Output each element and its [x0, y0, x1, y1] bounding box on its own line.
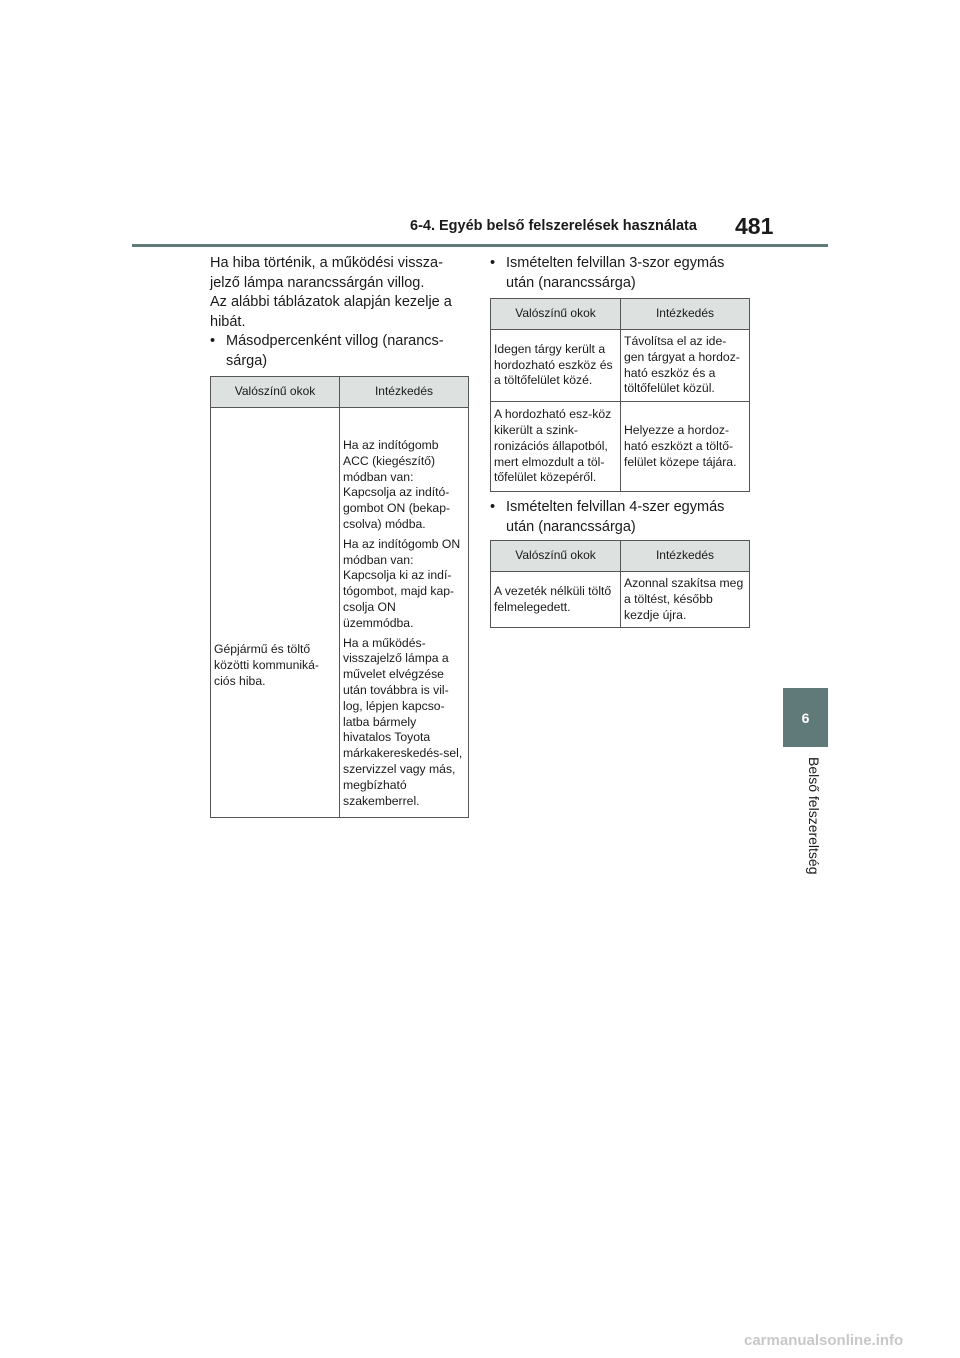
error-table-3x — [490, 298, 750, 492]
intro-paragraph — [210, 254, 472, 371]
cause-cell: Gépjármű és töltő közötti kommuniká-ciós hiba. — [211, 408, 340, 818]
table-row — [491, 572, 750, 628]
table-header-row — [491, 541, 750, 572]
bullet-item — [210, 332, 472, 371]
table-header-row — [211, 377, 469, 408]
action-step: Ha a működés-visszajelző lámpa a művelet elvégzése után továbbra is vil-log, lépjen kapcso-latba bármely hivatalos Toyota márkakereskedés-sel, szervizzel vagy más, megbízható szakemberrel. — [343, 635, 463, 808]
bullet-dot-icon: • — [490, 499, 496, 515]
table-row — [211, 408, 469, 818]
chapter-tab-label: Belső felszereltség — [806, 757, 822, 875]
intro-text-1: Ha hiba történik, a működési vissza-jelző lámpa narancssárgán villog. — [210, 255, 443, 291]
error-table-4x — [490, 540, 750, 628]
action-cell — [340, 408, 469, 818]
watermark: carmanualsonline.info — [744, 1332, 904, 1349]
bullet-text: Ismételten felvillan 3-szor egymás után (narancssárga) — [506, 255, 725, 291]
bullet-text: Ismételten felvillan 4-szer egymás után (narancssárga) — [506, 499, 725, 535]
bullet-dot-icon: • — [210, 333, 216, 349]
header-cause: Valószínű okok — [491, 541, 621, 572]
action-cell: Távolítsa el az ide-gen tárgyat a hordoz-ható eszköz és a töltőfelület közül. — [621, 330, 750, 402]
cause-cell: A hordozható esz-köz kikerült a szink-ronizációs állapotból, mert elmozdult a töl-tőfelület közepéről. — [491, 402, 621, 492]
header-action: Intézkedés — [621, 299, 750, 330]
header-action: Intézkedés — [340, 377, 469, 408]
action-step: Ha az indítógomb ON módban van: Kapcsolja ki az indí-tógombot, majd kap-csolja ON üzemmódba. — [343, 536, 461, 630]
cause-cell: A vezeték nélküli töltő felmelegedett. — [491, 572, 621, 628]
header-cause: Valószínű okok — [211, 377, 340, 408]
action-step: Ha az indítógomb ACC (kiegészítő) módban van: Kapcsolja az indító-gombot ON (bekap-csolva) módba. — [343, 438, 451, 531]
header-divider — [132, 244, 828, 247]
cause-cell: Idegen tárgy került a hordozható eszköz és a töltőfelület közé. — [491, 330, 621, 402]
bullet-item — [490, 498, 752, 537]
action-cell: Azonnal szakítsa meg a töltést, később kezdje újra. — [621, 572, 750, 628]
section-title: 6-4. Egyéb belső felszerelések használata — [410, 218, 697, 234]
table-row — [491, 330, 750, 402]
header-action: Intézkedés — [621, 541, 750, 572]
intro-text-2: Az alábbi táblázatok alapján kezelje a hibát. — [210, 294, 452, 330]
header-cause: Valószínű okok — [491, 299, 621, 330]
bullet-dot-icon: • — [490, 255, 496, 271]
table-header-row — [491, 299, 750, 330]
bullet-text: Másodpercenként villog (narancs-sárga) — [226, 333, 444, 369]
page-number: 481 — [735, 213, 774, 239]
action-cell: Helyezze a hordoz-ható eszközt a töltő-felület közepe tájára. — [621, 402, 750, 492]
bullet-item — [490, 254, 752, 293]
table-row — [491, 402, 750, 492]
chapter-tab: 6 — [783, 688, 828, 747]
error-table-1hz — [210, 376, 469, 818]
